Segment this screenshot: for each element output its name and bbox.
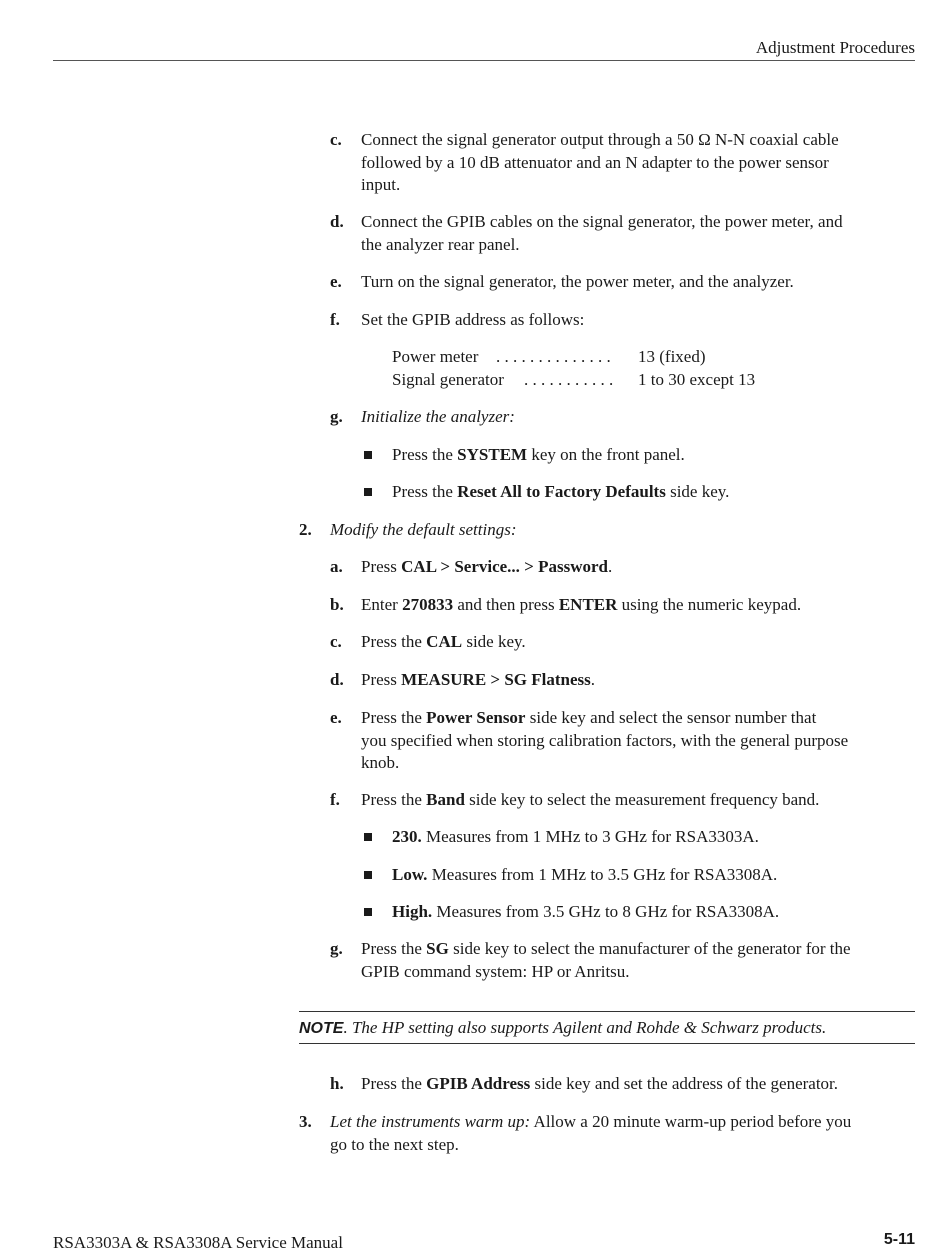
manual-title: RSA3303A & RSA3308A Service Manual	[53, 1233, 343, 1252]
text-line: Connect the GPIB cables on the signal generator, the power meter, and	[361, 212, 843, 231]
key-name: Service...	[454, 557, 520, 576]
step-label: b.	[330, 595, 344, 614]
menu-separator: >	[519, 557, 539, 576]
text-line: Set the GPIB address as follows:	[361, 310, 585, 329]
text-line: the analyzer rear panel.	[361, 234, 520, 254]
text-run: Press the	[361, 790, 427, 809]
band-name: 230.	[392, 827, 422, 846]
key-name: MEASURE > SG Flatness	[401, 670, 591, 689]
text-line: GPIB command system: HP or Anritsu.	[361, 961, 630, 981]
text-run: Press the	[361, 708, 427, 727]
note-text: . The HP setting also supports Agilent and Rohde & Schwarz products.	[343, 1018, 827, 1037]
bullet-square-icon	[364, 833, 372, 841]
key-name: CAL	[426, 632, 463, 651]
step-number: 3.	[299, 1112, 312, 1131]
text-run: Press the	[361, 632, 427, 651]
text-run: Press	[361, 557, 402, 576]
row-name: Signal generator	[392, 370, 504, 389]
text-run: side key and set the address of the generator.	[530, 1074, 839, 1093]
band-name: High.	[392, 902, 433, 921]
text-line: input.	[361, 175, 401, 194]
key-name: ENTER	[558, 595, 618, 614]
bullet-square-icon	[364, 871, 372, 879]
note-bottom-rule	[299, 1043, 915, 1044]
step-label: a.	[330, 557, 343, 576]
table-row	[392, 346, 706, 369]
text-line: go to the next step.	[330, 1134, 459, 1154]
row-value: 1 to 30 except 13	[638, 370, 756, 389]
header-rule	[53, 60, 915, 61]
text-run: Press the	[392, 482, 458, 501]
text-line: Connect the signal generator output through a 50 Ω N-N coaxial cable	[361, 130, 839, 149]
leader-dots: . . . . . . . . . . .	[524, 370, 614, 389]
text-run: side key.	[665, 482, 730, 501]
text-run: Press	[361, 670, 402, 689]
text-line: Turn on the signal generator, the power meter, and the analyzer.	[361, 272, 794, 291]
note-label: NOTE	[299, 1020, 344, 1037]
step-title: Let the instruments warm up:	[330, 1112, 531, 1131]
text-run: Measures from 1 MHz to 3 GHz for RSA3303A.	[421, 827, 759, 846]
text-run: .	[590, 670, 596, 689]
text-run: side key.	[462, 632, 526, 651]
key-name: Reset All to Factory Defaults	[457, 482, 666, 501]
text-run: side key and select the sensor number that	[525, 708, 817, 727]
text-run: .	[608, 557, 613, 576]
row-name: Power meter	[392, 347, 479, 366]
text-run: key on the front panel.	[527, 445, 685, 464]
page-number: 5-11	[883, 1231, 915, 1248]
key-name: CAL	[401, 557, 437, 576]
step-title: Modify the default settings:	[330, 520, 517, 539]
text-line: knob.	[361, 753, 400, 772]
text-run: side key to select the manufacturer of the generator for the	[448, 939, 851, 958]
text-run: Press the	[361, 1074, 427, 1093]
step-label: e.	[330, 708, 342, 727]
key-name: SYSTEM	[457, 445, 528, 464]
step-label: e.	[330, 272, 342, 291]
text-run: Measures from 3.5 GHz to 8 GHz for RSA3308A.	[432, 902, 780, 921]
step-label: d.	[330, 670, 344, 689]
step-label: g.	[330, 939, 343, 958]
text-run: Measures from 1 MHz to 3.5 GHz for RSA3308A.	[427, 865, 778, 884]
step-label: h.	[330, 1074, 344, 1093]
bullet-square-icon	[364, 908, 372, 916]
key-name: Band	[426, 790, 465, 809]
key-name: GPIB Address	[426, 1074, 531, 1093]
bullet-square-icon	[364, 488, 372, 496]
text-run: and then press	[453, 595, 559, 614]
key-name: SG	[426, 939, 449, 958]
text-run: Press the	[361, 939, 427, 958]
text-run: side key to select the measurement frequency band.	[464, 790, 820, 809]
key-name: Power Sensor	[426, 708, 526, 727]
text-run: using the numeric keypad.	[617, 595, 802, 614]
bullet-square-icon	[364, 451, 372, 459]
row-value: 13 (fixed)	[638, 347, 706, 366]
text-run: Press the	[392, 445, 458, 464]
step-label: f.	[330, 790, 340, 809]
text-run: Allow a 20 minute warm-up period before you	[530, 1112, 852, 1131]
step-label: d.	[330, 212, 344, 231]
text-line: followed by a 10 dB attenuator and an N adapter to the power sensor	[361, 152, 829, 172]
leader-dots: . . . . . . . . . . . . . .	[496, 347, 611, 366]
key-name: Password	[538, 557, 609, 576]
note-top-rule	[299, 1011, 915, 1012]
step-number: 2.	[299, 520, 312, 539]
step-label: f.	[330, 310, 340, 329]
step-label: c.	[330, 130, 342, 149]
menu-separator: >	[436, 557, 455, 576]
password-value: 270833	[402, 595, 454, 614]
step-label: c.	[330, 632, 342, 651]
step-label: g.	[330, 407, 343, 426]
text-run: Enter	[361, 595, 403, 614]
table-row	[392, 369, 756, 392]
section-title: Adjustment Procedures	[755, 38, 915, 57]
text-line: you specified when storing calibration factors, with the general purpose	[361, 730, 849, 750]
band-name: Low.	[392, 865, 428, 884]
text-line: Initialize the analyzer:	[361, 407, 515, 426]
